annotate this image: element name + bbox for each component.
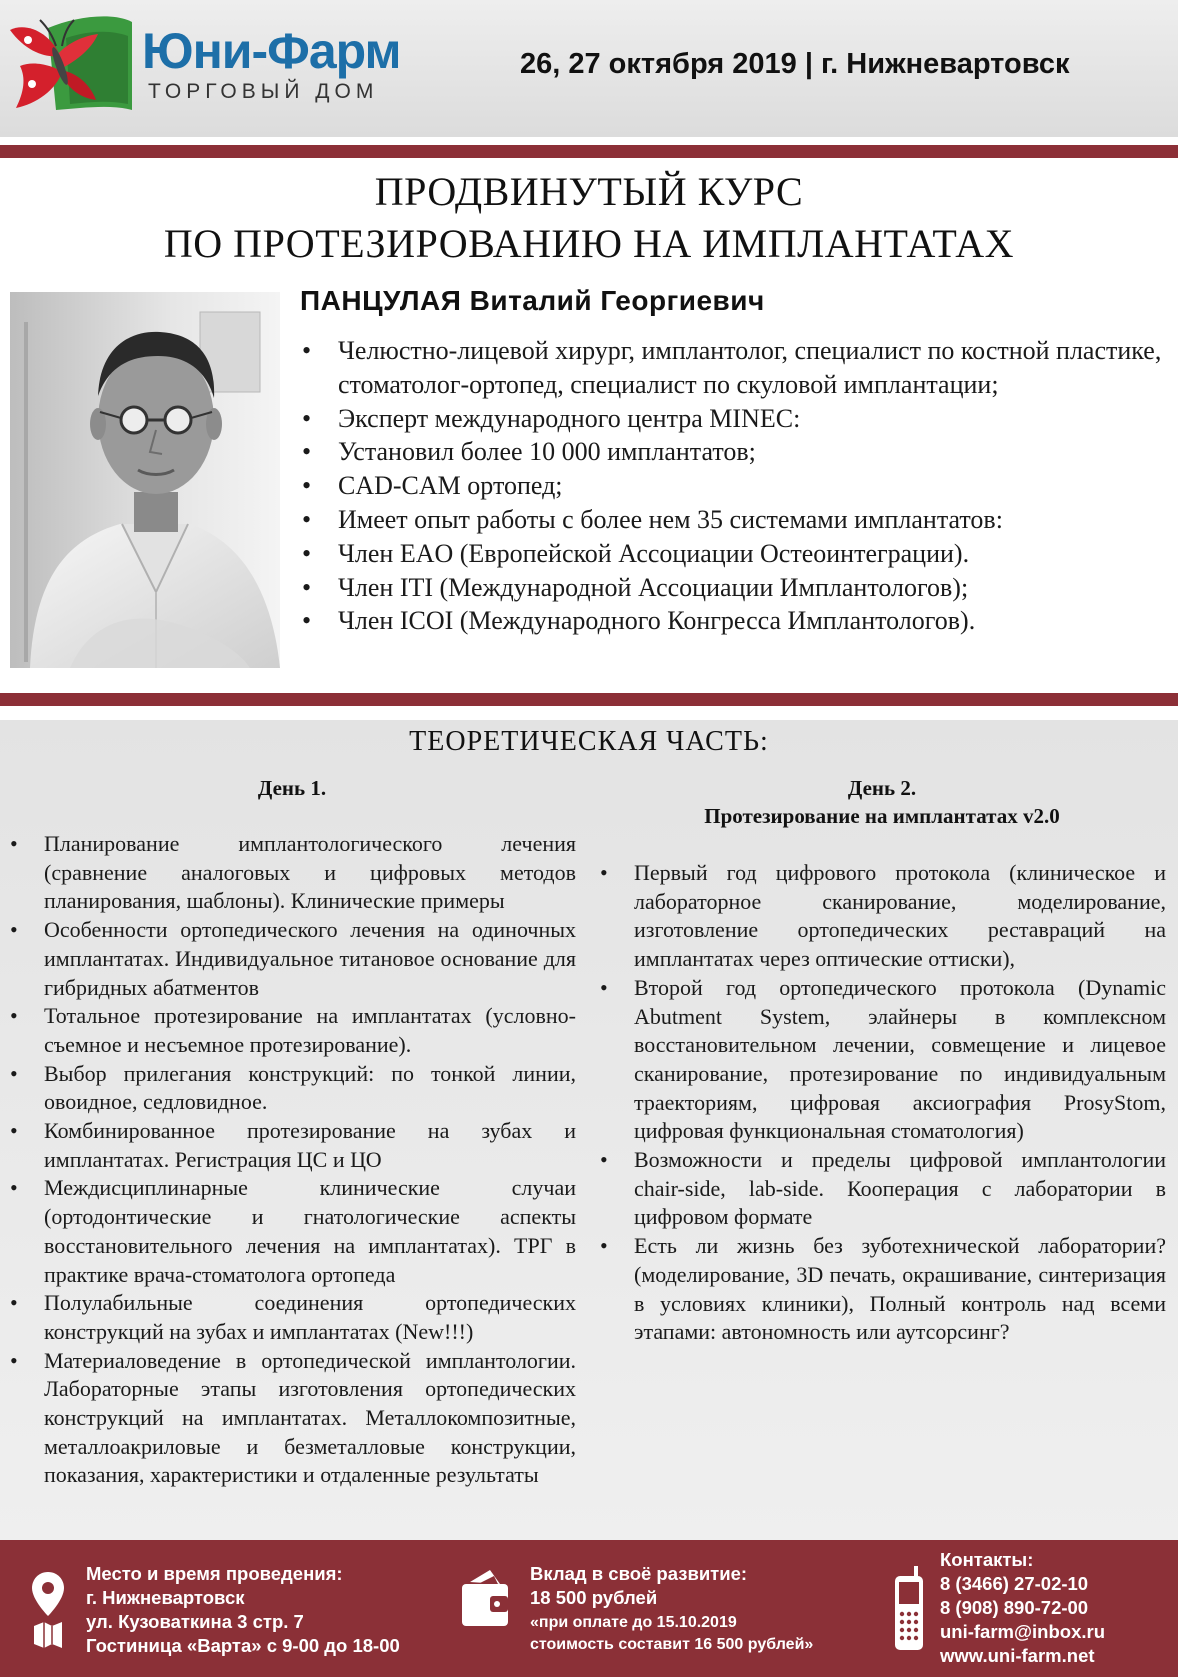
- divider-bar-top: [0, 145, 1178, 158]
- course-title-line1: ПРОДВИНУТЫЙ КУРС: [374, 169, 804, 214]
- contact-email[interactable]: uni-farm@inbox.ru: [940, 1621, 1106, 1642]
- venue-city: г. Нижневартовск: [86, 1587, 245, 1608]
- theory-section-title: ТЕОРЕТИЧЕСКАЯ ЧАСТЬ:: [409, 726, 769, 757]
- price-label: Вклад в своё развитие:: [530, 1563, 748, 1584]
- day2-heading: День 2.: [847, 776, 917, 800]
- logo-subtitle: ТОРГОВЫЙ ДОМ: [148, 80, 379, 103]
- contact-phone-2[interactable]: 8 (908) 890-72-00: [940, 1597, 1089, 1618]
- bio-item: • Челюстно-лицевой хирург, имплантолог, специалист по костной пластике, стоматолог-ортопед, специалист по скуловой имплантации;: [300, 334, 1170, 402]
- price-amount: 18 500 рублей: [530, 1587, 658, 1608]
- day2-subheading: Протезирование на имплантатах v2.0: [704, 804, 1060, 828]
- contacts-block: [940, 1548, 1105, 1668]
- divider-bar-middle: [0, 693, 1178, 706]
- speaker-bio-list: [300, 334, 1170, 638]
- butterfly-logo-icon: [6, 8, 136, 118]
- price-discount-amount: стоимость составит 16 500 рублей»: [530, 1636, 814, 1653]
- day1-topic: • Особенности ортопедического лечения на одиночных имплантатах. Индивидуальное титановое основание для гибридных абатментов: [8, 916, 576, 1002]
- course-title-line2: ПО ПРОТЕЗИРОВАНИЮ НА ИМПЛАНТАТАХ: [163, 221, 1015, 266]
- speaker-photo: [10, 292, 280, 668]
- day2-topic: • Второй год ортопедического протокола (Dynamic Abutment System, элайнеры в комплексном восстановительном лечении, совмещение и лицевое сканирование, протезирование по индивидуальным траекториям, цифровая аксиография ProsyStom, цифровая функциональная стоматология): [598, 974, 1166, 1146]
- mobile-phone-icon: [892, 1564, 926, 1652]
- day2-topic-list: [598, 859, 1166, 1347]
- day2-topic: • Возможности и пределы цифровой имплантологии chair-side, lab-side. Кооперация с лаборатории в цифровом формате: [598, 1146, 1166, 1232]
- page-footer: [0, 1540, 1178, 1677]
- bio-item: • Имеет опыт работы с более нем 35 системами имплантатов:: [300, 503, 1170, 537]
- day1-topic: • Полулабильные соединения ортопедических конструкций на зубах и имплантатах (New!!!): [8, 1289, 576, 1346]
- contacts-label: Контакты:: [940, 1549, 1034, 1570]
- day1-topic: • Материаловедение в ортопедической имплантологии. Лабораторные этапы изготовления ортопедических конструкций на имплантатах. Металлокомпозитные, металлоакриловые и безметалловые конструкции, показания, характеристики и отдаленные результаты: [8, 1347, 576, 1491]
- day1-topic: • Комбинированное протезирование на зубах и имплантатах. Регистрация ЦС и ЦО: [8, 1117, 576, 1174]
- bio-item: • Член EAO (Европейской Ассоциации Остеоинтеграции).: [300, 537, 1170, 571]
- day1-topic: • Междисциплинарные клинические случаи (ортодонтические и гнатологические аспекты восстановительного лечения на имплантатах). ТРГ в практике врача-стоматолога ортопеда: [8, 1174, 576, 1289]
- page-header: [0, 0, 1178, 137]
- wallet-icon: [460, 1566, 510, 1628]
- contact-website[interactable]: www.uni-farm.net: [940, 1645, 1095, 1666]
- venue-hotel-time: Гостиница «Варта» с 9-00 до 18-00: [86, 1635, 400, 1656]
- day2-topic: • Первый год цифрового протокола (клиническое и лабораторное сканирование, моделирование, изготовление ортопедических реставраций на имплантатах через оптические оттиски),: [598, 859, 1166, 974]
- price-discount-note: «при оплате до 15.10.2019: [530, 1614, 737, 1631]
- bio-item: • Установил более 10 000 имплантатов;: [300, 435, 1170, 469]
- speaker-name: ПАНЦУЛАЯ Виталий Георгиевич: [300, 285, 765, 316]
- day1-topic: • Выбор прилегания конструкций: по тонкой линии, овоидное, седловидное.: [8, 1060, 576, 1117]
- day1-topic: • Планирование имплантологического лечения (сравнение аналоговых и цифровых методов планирования, шаблоны). Клинические примеры: [8, 830, 576, 916]
- location-pin-icon: [30, 1570, 66, 1650]
- bio-item: • Член ITI (Международной Ассоциации Имплантологов);: [300, 571, 1170, 605]
- venue-address: ул. Кузоваткина 3 стр. 7: [86, 1611, 304, 1632]
- price-block: [530, 1562, 813, 1656]
- day1-heading: День 1.: [257, 776, 327, 800]
- logo-title: Юни-Фарм: [142, 23, 401, 79]
- event-date-location: 26, 27 октября 2019 | г. Нижневартовск: [520, 48, 1070, 80]
- bio-item: • CAD-CAM ортопед;: [300, 469, 1170, 503]
- venue-block: [86, 1562, 400, 1658]
- day1-topic: • Тотальное протезирование на имплантатах (условно-съемное и несъемное протезирование).: [8, 1002, 576, 1059]
- contact-phone-1[interactable]: 8 (3466) 27-02-10: [940, 1573, 1089, 1594]
- day1-topic-list: [8, 830, 576, 1490]
- bio-item: • Член ICOI (Международного Конгресса Имплантологов).: [300, 604, 1170, 638]
- day2-topic: • Есть ли жизнь без зуботехнической лаборатории? (моделирование, 3D печать, окрашивание, синтеризация в условиях клиники), Полный контроль над всеми этапами: автономность или аутсорсинг?: [598, 1232, 1166, 1347]
- bio-item: • Эксперт международного центра MINEC:: [300, 402, 1170, 436]
- venue-label: Место и время проведения:: [86, 1563, 343, 1584]
